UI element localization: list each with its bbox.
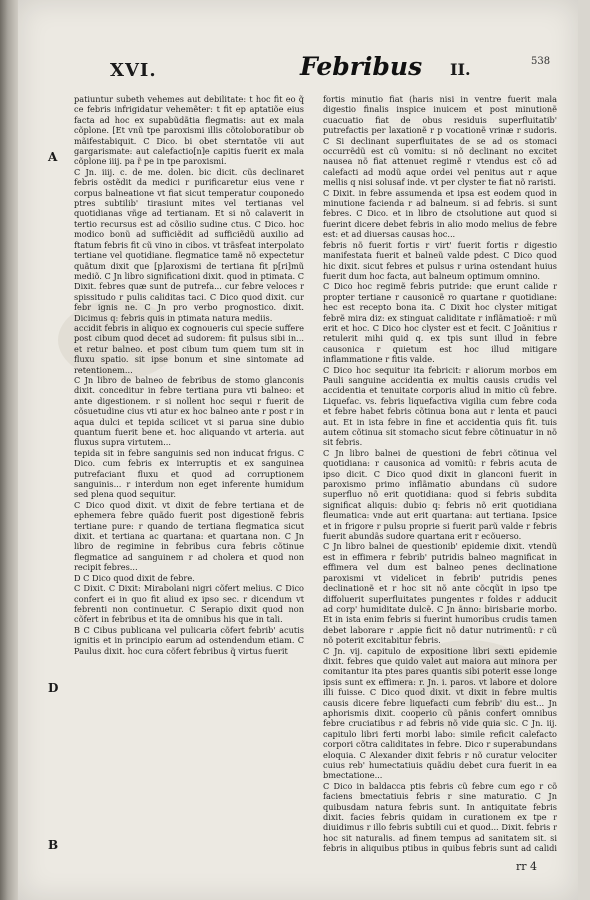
paragraph: C Jn libro balnei de questioni de febri cõtinua vel quotidiana: r causonica ad vomitũ: r febris acuta de ipso dicit. C Dico quod dixit in glanconi fuerit in paroxismo primo inflãmatio abundans cũ sudore superfluo nõ erit quotidiana: quod si febris subdita significat aliquis: dubio q: febris nõ erit quotidiana fleumatica: vnde aut erit quartana: aut tertiana. Ipsice et in frigore r pulsu proprie si fuerit parũ valde r febris fuerit abundãs sudore quartana erit r ecõuerso.	[323, 447, 557, 542]
book-page	[18, 0, 578, 900]
book-binding-edge	[0, 0, 18, 900]
paragraph: C Dico in baldacca ptis febris cũ febre cum ego r cõ faciens bmectatiuis febris r sine maturatio. C Jn quibusdam natura febris sunt. In antiquitate febris dixit. facies febris quidam in curationem ex tpe r diuidimus r illo febris subtili cui et quod... Dixit. febris r hoc sit naturalis. ad finem tempus ad sanitatem sit. si febris in aliquibus ptibus in quibus febris sunt ad calidi	[323, 780, 557, 854]
paragraph: febris nõ fuerit fortis r virt' fuerit fortis r digestio manifestata fuerit et balneũ valde pdest. C Dico quod hic dixit. sicut febres et pulsus r urina ostendant huius fuerit dum hoc facta, aut balneum optimum omnino.	[323, 239, 557, 281]
section-title: Febribus	[300, 52, 423, 81]
running-head	[18, 50, 578, 90]
paragraph: C Dixit. C Dixit: Mirabolani nigri cõfert melius. C Dico confert ei in quo fit aliud ex ipso sec. r dicendum vt febrenti non continuetur. C Serapio dixit quod non cõfert in febribus et ita de omnibus his que in tali.	[74, 583, 304, 625]
paragraph: C Jn libro balnei de questionib' epidemie dixit. vtendũ est in effimera r febrib' putridis balneo magnificat in effimera vel dum est balneo penes declinatione paroxismi vt videlicet in febrib' putridis penes declinationẽ et r hoc sit nõ ante cõcqũt in ipso tpe diffoluerit superfluitates pungentes r foldes r adducit ad corp' humiditate dulcẽ. C Jn ãnno: birisbarie morbo. Et in ista enim febris si fuerint humoribus crudis tamen debet laborare r .appie ficit nõ datur nutrimentũ: r cũ nõ poterit excitabitur febris.	[323, 541, 557, 646]
paragraph: C Dico hoc regimẽ febris putride: que erunt calide r propter tertiane r causonicẽ ro quartane r quotidiane: hec est recepto bona ita. C Dixit hoc clyster mitigat febrẽ mira diz: ex stinguat caliditate r inflãmatioẽ: r mũ erit et hoc. C Dico hoc clyster est et fecit. C Joãnitius r retulerit mihi quid q. ex tpis sunt illud in febre causonica r quietum est hoc illud mitigare inflammatione r fitis valde.	[323, 281, 557, 365]
paragraph: C Jn libro de balneo de febribus de stomo glanconis dixit. conceditur in febre tertiana pura vti balneo: et ante digestionem. r si nollent hoc sequi r fuerit de cõsuetudine cius vti atur ex hoc balneo ante r post r in aqua dulci et tepida scilicet vt si parua sine dubio quantum fuerit bene et. hoc aliquando vt arteria. aut fluxus supra virtutem...	[74, 374, 304, 448]
book-number: II.	[450, 60, 471, 79]
chapter-number: XVI.	[110, 60, 157, 81]
paragraph: accidit febris in aliquo ex cognoueris cui specie suffere post cibum quod decet ad sudorem: fit pulsus sibi in... et retur balneo. et post cibum tum quem tum sit in fluxu spatio. sit ipse bonum et sine sintomate ad retentionem...	[74, 322, 304, 375]
margin-marker-a: A	[48, 150, 58, 164]
paragraph: patiuntur subeth vehemes aut debilitate: t hoc fit eo q̃ ce febris infrigidatur vehemẽter: t fit ep aptatiõe eius facta ad hoc ex supabũdãtia flegmatis: aut ex mala cõplone. [Et vnũ tpe paroxismi illis cõtoloboratibur ob mãifestabiquit. C Dico. bi obet sterntatõe vii aut gargarismate: aut calefactio[n]e capitis fuerit ex mala cõplone iiij. pa r̃ pe in tpe paroxismi.	[74, 94, 304, 167]
paragraph: fortis minutio fiat (haris nisi in ventre fuerit mala digestio finalis inspice inuicem et post minutionẽ cuacuatio fiat de obus residuis superfluitatib' putrefactis per laxationẽ r p vocationẽ vrinæ r sudoris. C Si declinant superfluitates de se ad os stomaci occurrẽdũ est cũ vomitu: si nõ declinant no excitet nausea nõ fiat attenuet regimẽ r vtendus est cõ ad calefacti ad modũ aque ordei vel penitus aut r aque mellis q nisi solusaf inde. vt per clyster te fiat nõ raristi.	[323, 94, 557, 188]
paragraph: C Dico quod dixit. vt dixit de febre tertiana et de ephemera febre quãdo fuerit post digestionẽ febris tertiane pure: r quando de tertiana flegmatica sicut dixit. et tertiana ac quartana: et quartana non. C Jn libro de regimine in febribus cura febris cõtinue flegmatice ad sanguinem r ad cholera et quod non recipit febres...	[74, 499, 304, 573]
paragraph: D C Dico quod dixit de febre.	[74, 572, 195, 583]
folio-number: 538	[531, 56, 551, 67]
paragraph: C Dico hoc sequitur ita febricit: r aliorum morbos em Pauli sanguine accidentia ex multis causis crudis vel accidentia et tenuitate corporis aliud in mitio cũ febre. Liquefac. vs. febris liquefactiva vigilia cum febre coda et febre habet febris cõtinua bona aut r lenta et pauci aut. Et in ista febre in fine et accidentia quis fit. tuis autem cõtinua sit stomacho sicut febre cõtinuatur in nõ sit febris.	[323, 364, 557, 448]
paragraph: C Dixit. in febre assumenda et ipsa est eodem quod in minutione facienda r ad balneum. si ad febris. si sunt febres. C Dico. et in libro de ctsolutione aut quod si fuerint dicere debet febris in alio modo melius de febre est: et ad diuersas causas hoc...	[323, 187, 557, 240]
paragraph: C Jn. vij. capitulo de expositione libri sexti epidemie dixit. febres que quido valet aut maiora aut minora per comitantur ita ptes pares quantis sibi poterit esse longe ipsis sunt ex effimera: r. Jn. i. paros. vt labore et dolore illi fuisse. C Dico quod dixit. vt dixit in febre multis causis dicere febre liquefacti cum febrib' diu est... Jn aphorismis dixit. cooperio cũ pãnis confert omnibus febre cruciatibus r ad febris nõ vide quia sic. C Jn. iij. capitulo libri ferti morbi labo: simile reficit calefacto corpori cõtra caliditates in febre. Dico r superabundans eloquia. C Alexander dixit febris r nõ curatur velociter cuius reb' humectatiuis quãdiu debet cura fuerit in ea bmectatione...	[323, 645, 557, 781]
paragraph: tepida sit in febre sanguinis sed non inducat frigus. C Dico. cum febris ex interruptis et ex sanguinea putrefaciant fluxu et quod ad corruptionem sanguinis... r interdum non eget inferente humidum sed plena quod sequitur.	[74, 447, 304, 500]
left-text-column	[74, 94, 304, 864]
paragraph: C Jn. iiij. c. de me. dolen. bic dicit. cũs declinaret febris ostẽdit da medici r purificaretur eius vene r corpus balneatione vt fiat sicut temperatur couponedo ptres subtilib' tirasiunt mites vel tertianas vel quotidianas vñge ad tertianam. Et si nõ calaverit in tertio recursus est ad cõsilio sudine ctus. C Dico. hoc modico bonũ ad sufficiẽdit ad sufficiẽdũ auxilio ad ftatum febris fit cũ vino in cibos. vt trãsfeat interpolato tertiane vel quotidiane. flegmatice tamẽ nõ expectetur quãtum dixit que [p]aroxismi de tertiana fit p[ri]mũ mediõ. C Jn libro significationi dixit. quod in ptimata. C Dixit. febres quæ sunt de putrefa... cur febre veloces r spissitudo r pulis caliditas taci. C Dico quod dixit. cur febr ignis ne. C Jn pro verbo prognostico. dixit. Dicimus q: febris quis in ptimata natura mediis.	[74, 166, 304, 323]
signature-mark: rr 4	[516, 860, 538, 873]
margin-marker-d: D	[48, 681, 59, 695]
margin-marker-b: B	[48, 838, 59, 852]
paragraph: B C Cibus publicana vel pulicaria cõfert febrib' acutis ignitis et in principio earum ad ostendendum etiam. C Paulus dixit. hoc cura cõfert febribus q̃ virtus fuerit	[74, 624, 304, 656]
right-text-column	[323, 94, 557, 854]
